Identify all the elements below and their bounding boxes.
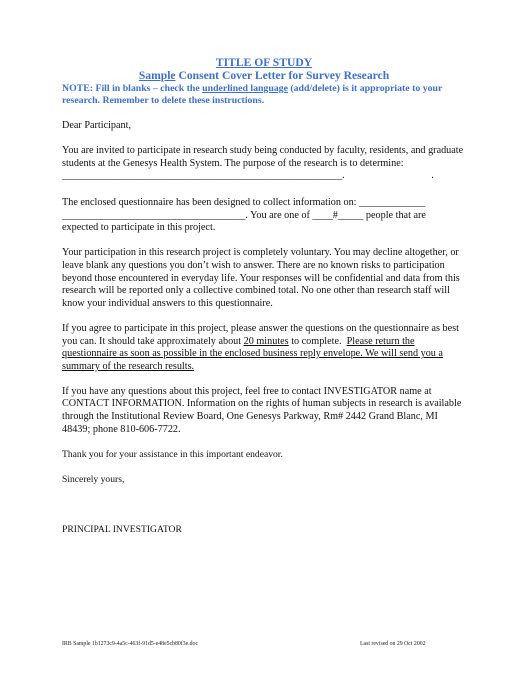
footer-filename: IRB Sample 1b1273c9-4a5c-463f-91d5-e48e5cb80f3e.doc xyxy=(62,641,199,647)
instruction-note xyxy=(62,83,466,107)
instructions-part-a: If you agree to participate in this project, please answer the questions on the questionnaire as best you can. It should take approximately about xyxy=(62,322,459,347)
letter-body xyxy=(62,56,466,536)
instructions-return-note: Please return the questionnaire as soon as possible in the enclosed business reply envelope. We will send you a summary of the research results. xyxy=(62,335,443,372)
footer-revision-date: Last revised on 29 Oct 2002 xyxy=(360,641,426,647)
paragraph-voluntary: Your participation in this research project is completely voluntary. You may decline altogether, or leave blank any questions you don’t wish to answer. There are no known risks to participation beyond those encountered in everyday life. Your responses will be confidential and data from this research will be reported only a collective combined total. No one other than research staff will know your individual answers to this questionnaire. xyxy=(62,247,460,309)
subtitle-sample-word: Sample xyxy=(138,69,176,82)
instructions-part-b: to complete. xyxy=(288,335,347,347)
signature-line: PRINCIPAL INVESTIGATOR xyxy=(62,523,182,535)
paragraph-contact: If you have any questions about this project, feel free to contact INVESTIGATOR name at CONTACT INFORMATION. Information on the rights of human subjects in research is available through the Institutional Review Board, One Genesys Parkway, Rm# 2442 Grand Blanc, MI 48439; phone 810-606-7722. xyxy=(62,385,462,435)
note-part-a: NOTE: Fill in blanks – check the xyxy=(62,83,203,94)
questionnaire-line-1: The enclosed questionnaire has been designed to collect information on: _____________ xyxy=(62,196,426,208)
paragraph-purpose xyxy=(62,145,466,183)
closing-line: Sincerely yours, xyxy=(62,473,125,485)
instructions-minutes: 20 minutes xyxy=(243,335,289,347)
thanks-line: Thank you for your assistance in this important endeavor. xyxy=(62,449,283,461)
note-underlined-language: underlined language xyxy=(202,83,288,94)
subtitle-rest: Consent Cover Letter for Survey Research xyxy=(175,69,390,82)
purpose-text: You are invited to participate in research study being conducted by faculty, residents, and graduate students at the Genesys Health System. The purpose of the research is to determine: xyxy=(62,145,464,169)
questionnaire-line-3: expected to participate in this project. xyxy=(62,222,216,234)
document-title: TITLE OF STUDY xyxy=(215,56,313,69)
salutation: Dear Participant, xyxy=(62,120,132,131)
paragraph-instructions xyxy=(62,323,466,373)
paragraph-questionnaire xyxy=(62,197,466,235)
purpose-blank: _______________________________________________________. . xyxy=(62,170,434,182)
document-subtitle xyxy=(62,69,466,82)
questionnaire-line-2: ____________________________________. You are one of ____#_____ people that are xyxy=(62,209,426,221)
note-part-b: (add/delete) is it appropriate to your research. Remember to delete these instructions. xyxy=(62,83,443,106)
